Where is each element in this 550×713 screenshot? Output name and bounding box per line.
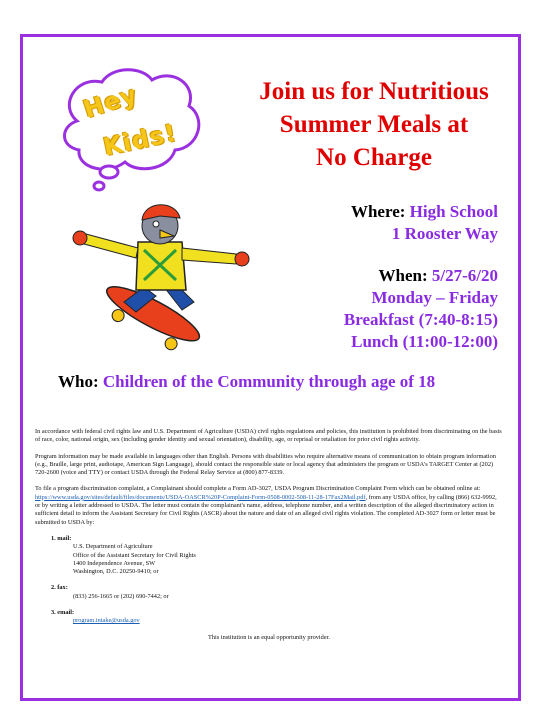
where-line-2: 1 Rooster Way [391,224,498,243]
mail-address-line-2: Office of the Assistant Secretary for Civil Rights [73,551,196,559]
fax-value: (833) 256-1665 or (202) 690-7442; or [73,592,169,600]
mail-address-line-3: 1400 Independence Avenue, SW [73,559,156,567]
mail-address-line-4: Washington, D.C. 20250-9410; or [73,568,159,576]
hey-text: Hey [80,80,141,124]
hey-kids-thought-bubble [57,66,207,196]
when-label: When: [378,266,428,285]
when-breakfast: Breakfast (7:40-8:15) [343,310,498,329]
kids-text: Kids! [100,118,180,162]
fine-print-paragraph-3 [35,485,503,526]
who-label: Who: [58,372,99,391]
headline-line-2: Summer Meals at [279,111,469,138]
email-label: 3. email: [51,609,75,617]
equal-opportunity-statement: This institution is an equal opportunity provider. [208,633,330,641]
where-line-1: High School [409,202,498,221]
fine-print-paragraph-1: In accordance with federal civil rights law and U.S. Department of Agriculture (USDA) civil rights regulations and policies, this institution is prohibited from discriminating on the basis of race, color, national origin, sex (including gender identity and sexual orientation), disability, age, or reprisal or retaliation for prior civil rights activity. [35,428,502,444]
fax-label: 2. fax: [51,584,68,592]
where-section [351,201,498,245]
where-label: Where: [350,202,406,221]
complaint-form-link[interactable]: https://www.usda.gov/sites/default/files/documents/USDA-OASCR%20P-Complaint-Form-0508-0002-508-11-28-17Fax2Mail.pdf [35,493,366,501]
headline [238,75,510,174]
who-section [58,372,435,392]
email-link[interactable]: program.intake@usda.gov [73,617,140,625]
who-value: Children of the Community through age of 18 [102,372,436,391]
headline-line-3: No Charge [316,144,432,171]
nondiscrimination-statement [35,428,503,642]
when-dates: 5/27-6/20 [431,266,498,285]
headline-line-1: Join us for Nutritious [259,78,489,105]
mail-address-line-1: U.S. Department of Agriculture [73,543,153,551]
when-section [344,265,498,353]
when-lunch: Lunch (11:00-12:00) [351,332,498,351]
complaint-text-before: To file a program discrimination complaint, a Complainant should complete a Form AD-3027, USDA Program Discrimination Complaint Form which can be obtained online at: [35,485,481,493]
skateboarding-rooster-mascot-icon [64,192,264,360]
complaint-text-after: , from any USDA office, by calling (866) 632-9992, or by writing a letter addressed to USDA. The letter must contain the complainant's name, address, telephone number, and a written description of the alleged discriminatory action in sufficient detail to inform the Assistant Secretary for Civil Rights (ASCR) about the nature and date of an alleged civil rights violation. The completed AD-3027 form or letter must be submitted to USDA by: [35,493,497,526]
mail-label: 1. mail: [51,534,72,542]
when-days: Monday – Friday [371,288,498,307]
fine-print-paragraph-2: Program information may be made available in languages other than English. Persons with disabilities who require alternative means of communication to obtain program information (e.g., Braille, large print, audiotape, American Sign Language), should contact the responsible state or local agency that administers the program or USDA's TARGET Center at (202) 720-2600 (voice and TTY) or contact USDA through the Federal Relay Service at (800) 877-8339. [35,452,496,477]
